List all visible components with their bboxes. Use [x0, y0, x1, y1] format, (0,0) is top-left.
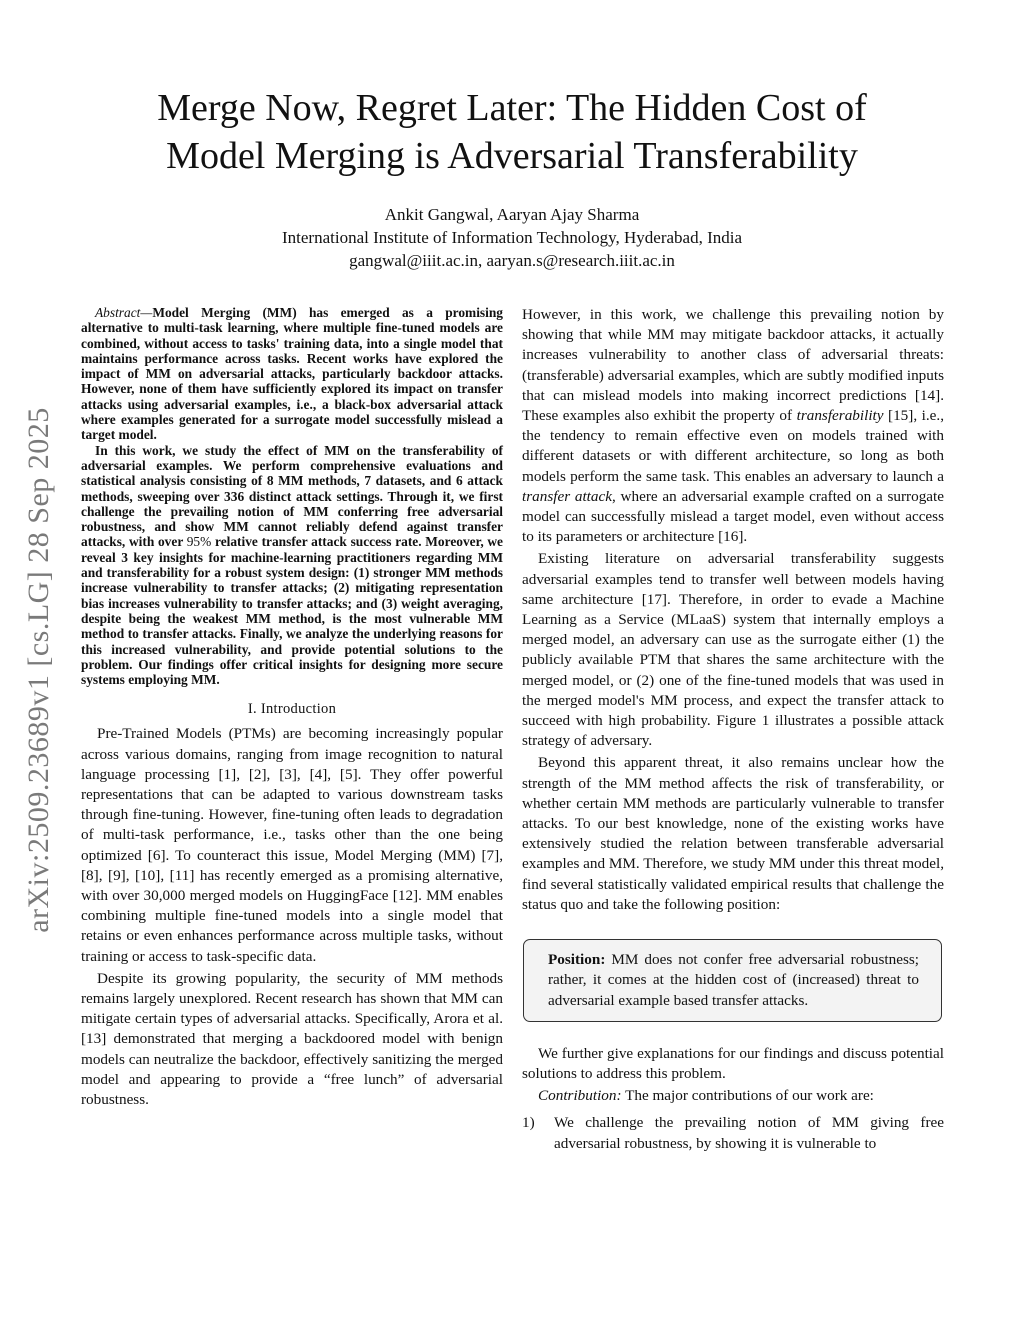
paper-title	[80, 84, 944, 180]
contribution-list-item	[522, 1113, 944, 1153]
right-paragraph-4: We further give explanations for our findings and discuss potential solutions to address this problem.	[522, 1044, 944, 1082]
author-block	[80, 203, 944, 272]
title-line-1: Merge Now, Regret Later: The Hidden Cost of	[157, 87, 867, 129]
list-item-text: We challenge the prevailing notion of MM giving free adversarial robustness, by showing it is vulnerable to	[554, 1114, 944, 1152]
right-paragraph-1: However, in this work, we challenge this prevailing notion by showing that while MM may mitigate backdoor attacks, it actually increases vulnerability to another class of adversarial threats: (transferable) adversarial examples, which are subtly modified inputs that can mislead models into making incorrect predictions [14]. These examples also exhibit the property of transferability [15], i.e., the tendency to remain effective even on models trained with different datasets or with different architecture, so long as both models perform the same task. This enables an adversary to launch a transfer attack, where an adversarial example crafted on a surrogate model can successfully mislead a target model, even without access to its parameters or architecture [16].	[522, 306, 944, 546]
right-paragraph-3: Beyond this apparent threat, it also remains unclear how the strength of the MM method affects the risk of transferability, or whether certain MM methods are particularly vulnerable to transfer attacks. To our best knowledge, none of the existing works have extensively studied the relation between transferable adversarial examples and MM. Therefore, we study MM under this threat model, find several statistically validated empirical results that challenge the status quo and take the following position:	[522, 754, 944, 913]
contribution-label: Contribution:	[538, 1087, 622, 1105]
intro-paragraph-1: Pre-Trained Models (PTMs) are becoming increasingly popular across various domains, ranging from image recognition to natural language processing [1], [2], [3], [4], [5]. They offer powerful representations that can be adapted to various downstream tasks through fine-tuning. However, fine-tuning often leads to degradation of multi-task performance, i.e., tasks other than the one being optimized [6]. To counteract this issue, Model Merging (MM) [7], [8], [9], [10], [11] has recently emerged as a promising alternative, with over 30,000 merged models on HuggingFace [12]. MM enables combining multiple fine-tuned models into a single model that retains or even enhances performance across multiple tasks, without training or access to task-specific data.	[81, 725, 503, 965]
position-text: MM does not confer free adversarial robustness; rather, it comes at the hidden cost of (increased) threat to adversarial example based transfer attacks.	[548, 951, 919, 1009]
position-label: Position:	[548, 951, 606, 969]
position-statement-box	[523, 939, 942, 1022]
contribution-paragraph: Contribution: The major contributions of our work are:	[538, 1087, 874, 1105]
section-heading-introduction: I. Introduction	[247, 701, 337, 718]
abstract-paragraph-2: In this work, we study the effect of MM on the transferability of adversarial examples. We perform comprehensive evaluations and statistical analysis consisting of 8 MM methods, 7 datasets, and 6 attack methods, sweeping over 336 distinct attack settings. Through it, we first challenge the prevailing notion of MM conferring free adversarial robustness, and show MM cannot reliably defend against transfer attacks, with over 95% relative transfer attack success rate. Moreover, we reveal 3 key insights for machine-learning practitioners regarding MM and transferability for a robust system design: (1) stronger MM methods increase vulnerability to transfer attacks; (2) mitigating representation bias increases vulnerability to transfer attacks; and (3) weight averaging, despite being the weakest MM method, is the most vulnerable MM method to transfer attacks. Finally, we analyze the underlying reasons for this increased vulnerability, and provide potential solutions to the problem. Our findings offer critical insights for designing more secure systems employing MM.	[81, 442, 503, 688]
abstract-paragraph-1: Abstract—Model Merging (MM) has emerged as a promising alternative to multi-task learning, where multiple fine-tuned models are combined, without access to tasks' training data, into a single model that maintains performance across tasks. Recent works have explored the impact of MM on adversarial attacks, particularly backdoor attacks. However, none of them have sufficiently explored its impact on transfer attacks using adversarial examples, i.e., a black-box adversarial attack where examples generated for a surrogate model successfully mislead a target model.	[81, 305, 503, 443]
left-column	[81, 305, 503, 1110]
title-line-2: Model Merging is Adversarial Transferability	[166, 135, 858, 177]
right-column	[522, 305, 944, 1154]
author-affiliation: International Institute of Information Technology, Hyderabad, India	[281, 228, 743, 247]
abstract-label: Abstract	[95, 305, 141, 320]
author-emails: gangwal@iiit.ac.in, aaryan.s@research.iiit.ac.in	[349, 251, 675, 270]
intro-paragraph-2: Despite its growing popularity, the security of MM methods remains largely unexplored. Recent research has shown that MM can mitigate certain types of adversarial attacks. Specifically, Arora et al. [13] demonstrated that merging a backdoored model with benign models can neutralize the backdoor, effectively sanitizing the merged model and appearing to provide a “free lunch” of adversarial robustness.	[81, 969, 503, 1109]
abstract	[81, 305, 503, 687]
arxiv-identifier-stamp: arXiv:2509.23689v1 [cs.LG] 28 Sep 2025	[22, 407, 56, 933]
author-names: Ankit Gangwal, Aaryan Ajay Sharma	[384, 205, 640, 224]
list-item-number: 1)	[522, 1114, 535, 1132]
right-paragraph-2: Existing literature on adversarial transferability suggests adversarial examples tend to transfer well between models having same architecture [17]. Therefore, in order to evade a Machine Learning as a Service (MLaaS) system that internally employs a merged model, an adversary can use as the surrogate either (1) the publicly available PTM that shares the same architecture with the merged model, or (2) one of the fine-tuned models that was used in the merged model's MM process, and expect the transfer attack to succeed with high probability. Figure 1 illustrates a possible attack strategy of adversary.	[522, 550, 944, 750]
